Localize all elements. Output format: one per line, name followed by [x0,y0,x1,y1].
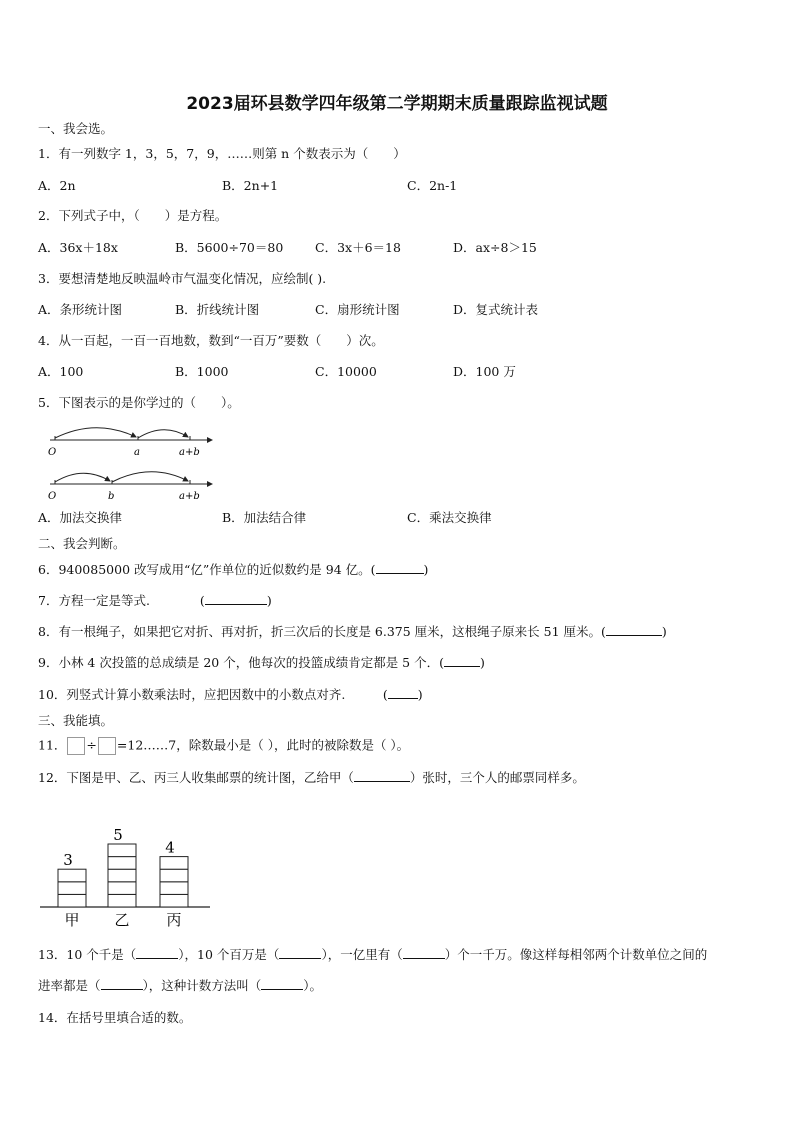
stamp-box [160,869,188,882]
q5-option-b: B．加法结合律 [222,510,307,525]
stamp-count-chart [40,798,215,933]
q3-option-b: B．折线统计图 [175,302,260,317]
arc-a [55,428,136,438]
number-line-diagram-2 [40,462,220,504]
question-3: 3．要想清楚地反映温岭市气温变化情况，应绘制( ). [38,271,327,286]
question-13-line-1: 13．10 个千是（ ），10 个百万是（ ），一亿里有（ ）个一千万。像这样每相邻两个计数单位之间的 [38,947,708,962]
q1-option-b: B．2n+1 [222,178,279,193]
q5-option-a: A．加法交换律 [38,510,123,525]
q1-option-c: C．2n-1 [407,178,458,193]
stamp-box [58,869,86,882]
stamp-box [108,869,136,882]
stamp-box [58,894,86,907]
category-label: 乙 [114,911,130,929]
stamp-box [58,882,86,895]
answer-blank[interactable] [354,770,410,782]
answer-blank[interactable] [606,624,662,636]
stamp-box [108,857,136,870]
category-label: 丙 [166,911,182,929]
answer-blank[interactable] [136,947,178,959]
stamp-box [160,882,188,895]
question-13-line-2: 进率都是（ ），这种计数方法叫（ ）。 [38,978,323,993]
question-14: 14．在括号里填合适的数。 [38,1010,192,1025]
question-11: 11． ÷ =12……7，除数最小是（ ），此时的被除数是（ ）。 [38,737,409,755]
question-12: 12．下图是甲、乙、丙三人收集邮票的统计图，乙给甲（ ）张时，三个人的邮票同样多。 [38,770,585,785]
number-line-diagram-1 [40,418,220,460]
arc-b [138,430,188,438]
q2-option-d: D．ax÷8＞15 [453,240,537,255]
stamp-box [108,882,136,895]
question-4: 4．从一百起，一百一百地数，数到“一百万”要数（ ）次。 [38,333,384,348]
q5-option-c: C．乘法交换律 [407,510,492,525]
stamp-box [108,894,136,907]
arc-b [55,473,110,482]
answer-blank[interactable] [101,978,143,990]
question-6: 6．940085000 改写成用“亿”作单位的近似数约是 94 亿。( ) [38,562,429,577]
question-10: 10．列竖式计算小数乘法时，应把因数中的小数点对齐. ( ) [38,687,423,702]
question-7: 7．方程一定是等式. ( ) [38,593,272,608]
divisor-box[interactable] [98,737,116,755]
section-3-heading: 三、我能填。 [38,713,114,728]
q3-option-d: D．复式统计表 [453,302,539,317]
category-label: 甲 [64,911,80,929]
value-label: 4 [165,838,175,857]
stamp-box [160,857,188,870]
question-2: 2．下列式子中，（ ）是方程。 [38,208,228,223]
answer-blank[interactable] [279,947,321,959]
q1-option-a: A．2n [38,178,76,193]
q4-option-c: C．10000 [315,364,377,379]
q2-option-b: B．5600÷70＝80 [175,240,284,255]
q4-option-a: A．100 [38,364,84,379]
label-a: a [134,447,140,458]
answer-blank[interactable] [205,593,267,605]
q3-option-c: C．扇形统计图 [315,302,400,317]
answer-blank[interactable] [261,978,303,990]
answer-blank[interactable] [444,655,480,667]
section-1-heading: 一、我会选。 [38,121,114,136]
stamp-box [160,894,188,907]
label-a-plus-b: a+b [179,447,200,458]
question-8: 8．有一根绳子，如果把它对折、再对折，折三次后的长度是 6.375 厘米，这根绳子原来长 51 厘米。( ) [38,624,667,639]
label-origin: O [48,491,57,502]
answer-blank[interactable] [388,687,418,699]
arc-a [112,472,188,482]
answer-blank[interactable] [376,562,424,574]
value-label: 3 [63,851,73,870]
label-a-plus-b: a+b [179,491,200,502]
section-2-heading: 二、我会判断。 [38,536,126,551]
q3-option-a: A．条形统计图 [38,302,123,317]
q4-option-b: B．1000 [175,364,229,379]
label-origin: O [48,447,57,458]
q4-option-d: D．100 万 [453,364,516,379]
label-b: b [108,491,115,502]
value-label: 5 [113,826,123,844]
question-1: 1．有一列数字 1，3，5，7，9，……则第 n 个数表示为（ ） [38,146,406,161]
page-title: 2023届环县数学四年级第二学期期末质量跟踪监视试题 [186,94,608,114]
question-5: 5．下图表示的是你学过的（ ）。 [38,395,240,410]
q2-option-a: A．36x＋18x [38,240,118,255]
stamp-box [108,844,136,857]
answer-blank[interactable] [403,947,445,959]
question-9: 9．小林 4 次投篮的总成绩是 20 个，他每次的投篮成绩肯定都是 5 个．( ) [38,655,485,670]
q2-option-c: C．3x＋6＝18 [315,240,401,255]
dividend-box[interactable] [67,737,85,755]
